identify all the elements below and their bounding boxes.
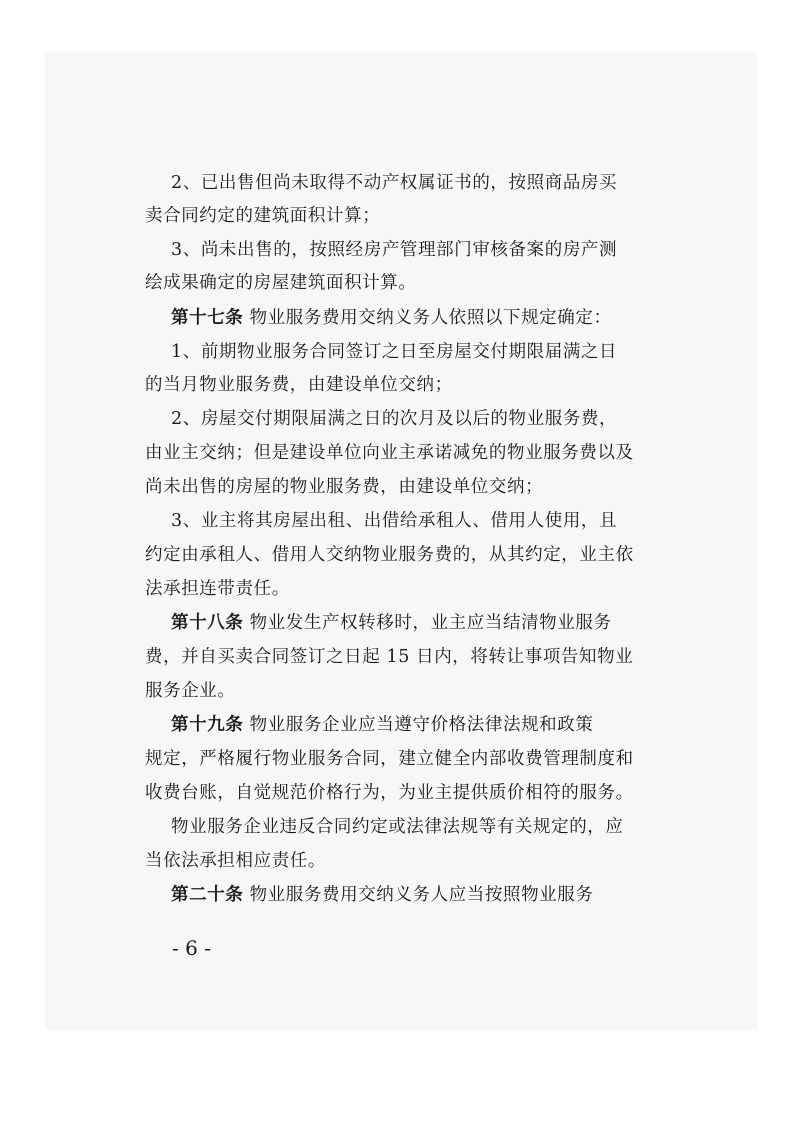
text-line: 约定由承租人、借用人交纳物业服务费的，从其约定，业主依 (145, 545, 634, 565)
text-line: 由业主交纳；但是建设单位向业主承诺减免的物业服务费以及 (145, 443, 634, 463)
text-line: 尚未出售的房屋的物业服务费，由建设单位交纳； (145, 477, 544, 497)
text-line: 绘成果确定的房屋建筑面积计算。 (145, 273, 417, 293)
article-20 (171, 882, 593, 908)
article-text: 物业服务费用交纳义务人依照以下规定确定： (249, 308, 612, 328)
article-text: 物业服务企业应当遵守价格法律法规和政策 (249, 715, 594, 735)
article-heading: 第二十条 (171, 885, 244, 905)
text-line: 物业服务企业违反合同约定或法律法规等有关规定的，应 (171, 817, 624, 837)
text-line: 2、已出售但尚未取得不动产权属证书的，按照商品房买 (171, 173, 618, 193)
article-text: 物业发生产权转移时，业主应当结清物业服务 (249, 613, 612, 633)
text-line: 收费台账，自觉规范价格行为，为业主提供质价相符的服务。 (145, 783, 634, 803)
text-line: 费，并自买卖合同签订之日起 15 日内，将转让事项告知物业 (145, 647, 634, 667)
text-line: 的当月物业服务费，由建设单位交纳； (145, 375, 453, 395)
text-line: 当依法承担相应责任。 (145, 851, 326, 871)
article-heading: 第十八条 (171, 613, 244, 633)
text-line: 2、房屋交付期限届满之日的次月及以后的物业服务费， (171, 409, 618, 429)
text-line: 3、业主将其房屋出租、出借给承租人、借用人使用，且 (171, 511, 618, 531)
article-18 (171, 610, 612, 636)
article-19 (171, 712, 593, 738)
article-text: 物业服务费用交纳义务人应当按照物业服务 (249, 885, 594, 905)
article-heading: 第十九条 (171, 715, 244, 735)
text-line: 法承担连带责任。 (145, 579, 290, 599)
text-line: 卖合同约定的建筑面积计算； (145, 206, 381, 226)
text-line: 3、尚未出售的，按照经房产管理部门审核备案的房产测 (171, 240, 618, 260)
article-17 (171, 305, 612, 331)
text-line: 服务企业。 (145, 681, 236, 701)
article-heading: 第十七条 (171, 308, 244, 328)
text-line: 1、前期物业服务合同签订之日至房屋交付期限届满之日 (171, 342, 618, 362)
text-line: 规定，严格履行物业服务合同，建立健全内部收费管理制度和 (145, 749, 634, 769)
page-number: - 6 - (172, 936, 211, 960)
